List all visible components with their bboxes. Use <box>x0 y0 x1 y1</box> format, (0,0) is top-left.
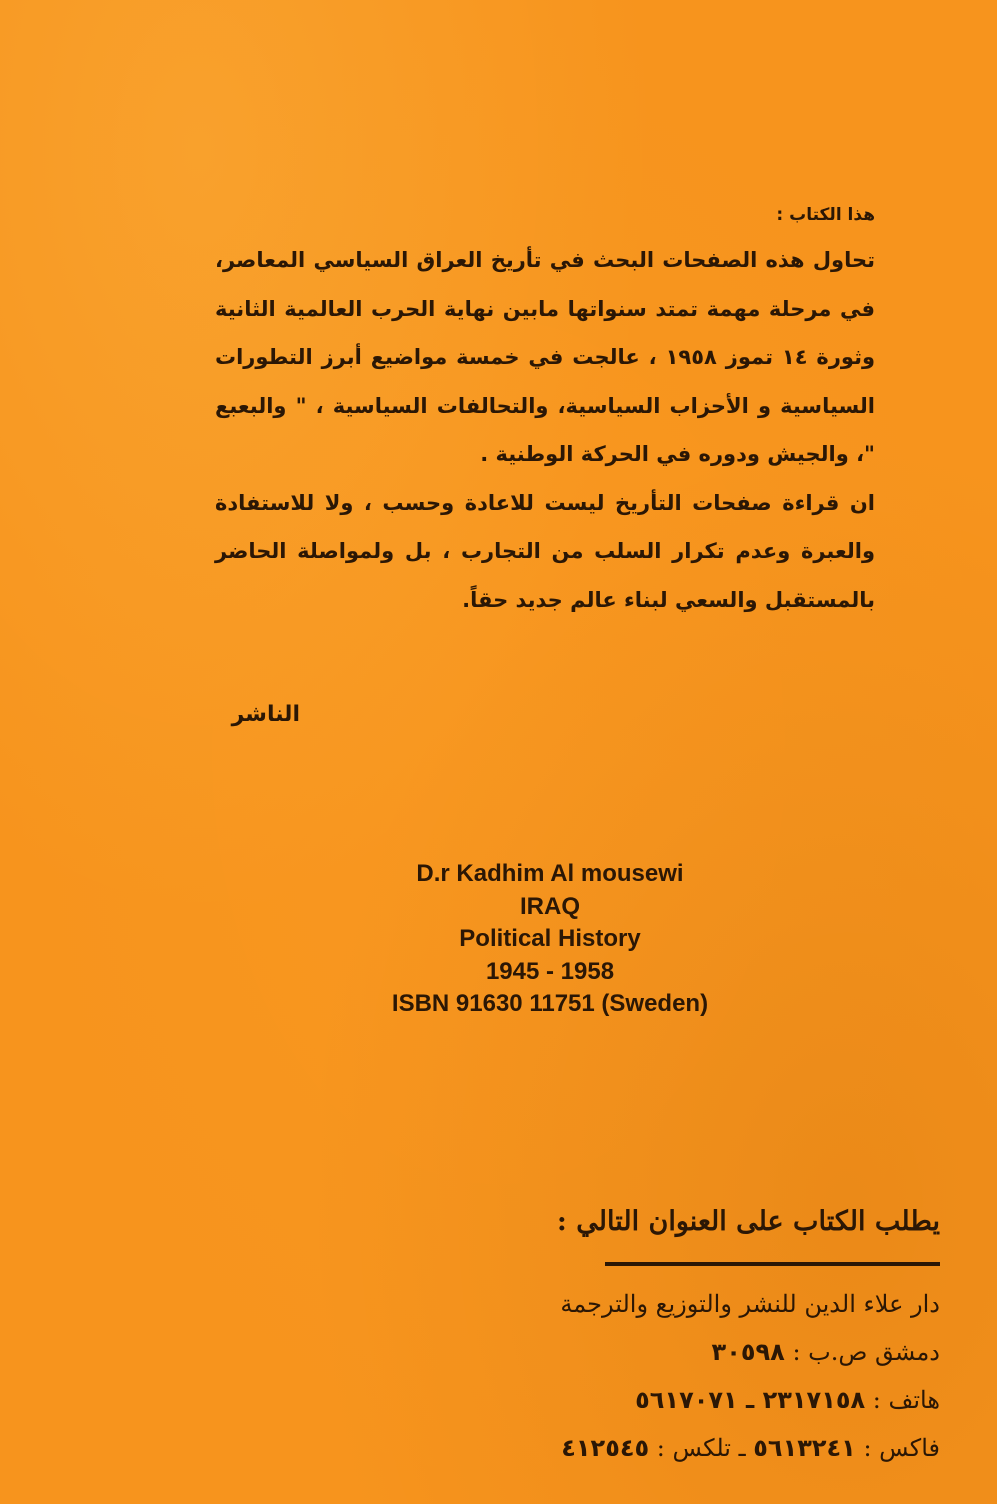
pobox-line <box>440 1328 940 1376</box>
phone-label: هاتف : <box>872 1386 940 1414</box>
publisher-signature: الناشر <box>231 702 300 727</box>
isbn: ISBN 91630 11751 (Sweden) <box>391 990 709 1017</box>
order-address <box>440 1200 940 1472</box>
pobox-number: ٣٠٥٩٨ <box>711 1338 785 1366</box>
description-paragraph-2: ان قراءة صفحات التأريخ ليست للاعادة وحسب ، ولا للاستفادة والعبرة وعدم تكرار السلب من التجارب ، بل ولمواصلة الحاضر بالمستقبل والسعي لبناء عالم جديد حقاً. <box>215 490 875 612</box>
publisher-name: دار علاء الدين للنشر والتوزيع والترجمة <box>560 1290 940 1318</box>
author-name: D.r Kadhim Al mousewi <box>416 860 684 887</box>
phone-numbers: ٢٣١٧١٥٨ ـ ٥٦١٧٠٧١ <box>635 1386 866 1414</box>
description-paragraph-1: تحاول هذه الصفحات البحث في تأريخ العراق السياسي المعاصر، في مرحلة مهمة تمتد سنواتها مابين نهاية الحرب العالمية الثانية وثورة ١٤ تموز ١٩٥٨ ، عالجت في خمسة مواضيع أبرز التطورات السياسية و الأحزاب السياسية، والتحالفات السياسية ، " والبعبع "، والجيش ودوره في الحركة الوطنية . <box>215 248 876 466</box>
divider <box>605 1262 940 1266</box>
years: 1945 - 1958 <box>485 957 615 985</box>
pobox-label: دمشق ص.ب : <box>792 1338 940 1366</box>
order-title: يطلب الكتاب على العنوان التالي : <box>556 1206 940 1237</box>
fax-number: ٥٦١٣٢٤١ <box>753 1434 856 1462</box>
phone-line <box>440 1376 940 1424</box>
book-description <box>215 200 875 624</box>
country: IRAQ <box>520 892 580 920</box>
fax-line <box>440 1424 940 1472</box>
fax-label: فاكس : <box>863 1434 940 1462</box>
telex-label: ـ تلكس : <box>656 1434 746 1462</box>
description-heading: هذا الكتاب : <box>776 205 875 225</box>
telex-number: ٤١٢٥٤٥ <box>561 1434 650 1462</box>
subject: Political History <box>459 925 641 952</box>
english-book-info <box>300 858 800 1021</box>
